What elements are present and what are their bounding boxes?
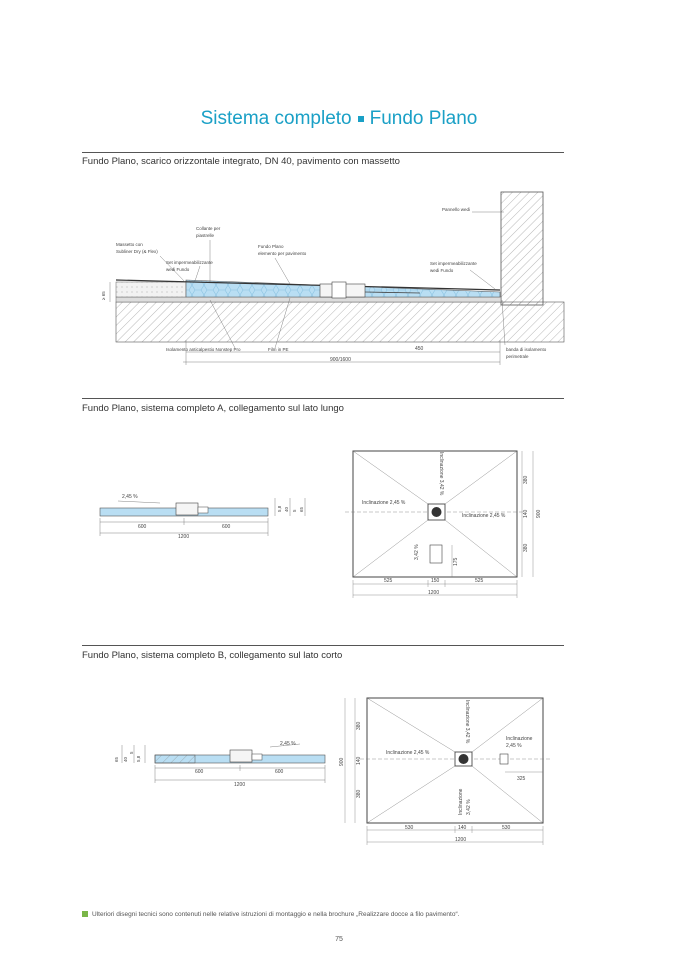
- side-b-h-d: 5,8: [136, 755, 141, 762]
- label-set-left-1: Set impermeabilizzante: [166, 260, 213, 265]
- label-set-right-2: wedi Fundo: [430, 268, 454, 273]
- plan-b-slope-left: Inclinazione 2,45 %: [386, 750, 430, 756]
- side-a-h-a: 40: [284, 506, 289, 512]
- section-1-heading: Fundo Plano, scarico orizzontale integrato, DN 40, pavimento con massetto: [82, 156, 400, 167]
- label-pannello: Pannello wedi: [442, 207, 471, 212]
- section-3-heading: Fundo Plano, sistema completo B, collegamento sul lato corto: [82, 650, 343, 661]
- side-b-600-b: 600: [275, 769, 284, 775]
- plan-b-140-b: 140: [458, 825, 467, 831]
- label-banda-2: perimetrale: [506, 354, 529, 359]
- side-b-h-a: 65: [114, 756, 119, 762]
- plan-a-525-a: 525: [384, 578, 393, 584]
- wall-panel: [501, 192, 543, 305]
- plan-a-380-b: 380: [523, 543, 529, 552]
- base-slab: [116, 302, 564, 342]
- plan-a-slope-top: Inclinazione 3,42 %: [438, 452, 444, 496]
- section-1-drawing: [101, 192, 564, 365]
- section-3-plan-view: [339, 698, 550, 845]
- label-banda-1: banda di isolamento: [506, 347, 547, 352]
- plan-a-175: 175: [453, 557, 459, 566]
- plan-b-140: 140: [356, 756, 362, 765]
- section-2-rule: [82, 398, 564, 399]
- screed-left: [116, 282, 186, 297]
- plan-b-325: 325: [517, 776, 526, 782]
- plan-a-380-a: 380: [523, 475, 529, 484]
- plan-a-140: 140: [523, 509, 529, 518]
- side-a-slope: 2,45 %: [122, 494, 138, 500]
- label-collante-2: piastrelle: [196, 233, 215, 238]
- plan-b-530-b: 530: [502, 825, 511, 831]
- section-2-plan-view: [345, 451, 542, 598]
- page-number: 75: [335, 936, 343, 943]
- plan-b-900: 900: [339, 757, 345, 766]
- section-3-rule: [82, 645, 564, 646]
- info-badge-icon: [82, 911, 88, 917]
- plan-b-slope-top: Inclinazione 3,42 %: [464, 700, 470, 744]
- label-massetto-1: Massetto con: [116, 242, 143, 247]
- side-a-600-b: 600: [222, 524, 231, 530]
- dim-450: 450: [415, 346, 424, 352]
- footnote-text: Ulteriori disegni tecnici sono contenuti nelle relative istruzioni di montaggio e nella brochure „Realizzare docce a filo pavimento“.: [92, 911, 460, 918]
- label-fundo-1: Fundo Plano: [258, 244, 284, 249]
- plan-a-525-b: 525: [475, 578, 484, 584]
- label-set-left-2: wedi Fundo: [166, 267, 190, 272]
- plan-b-1200: 1200: [455, 837, 467, 843]
- side-a-600-a: 600: [138, 524, 147, 530]
- plan-b-slope-right-2: 2,45 %: [506, 743, 522, 749]
- label-fundo-2: elemento per pavimento: [258, 251, 307, 256]
- title-part-2: Fundo Plano: [369, 108, 478, 129]
- side-b-600-a: 600: [195, 769, 204, 775]
- plan-a-slope-left: Inclinazione 2,45 %: [362, 500, 406, 506]
- plan-a-slope-right: Inclinazione 2,45 %: [462, 513, 506, 519]
- plan-b-slope-right-1: Inclinazione: [506, 736, 533, 742]
- label-isolamento: Isolamento anticalpestio Nonstep Pro: [166, 347, 241, 352]
- label-height: ≥ 65: [101, 291, 106, 300]
- insulation-layer: [116, 297, 501, 302]
- section-2-heading: Fundo Plano, sistema completo A, collegamento sul lato lungo: [82, 403, 344, 414]
- dim-900-1600: 900/1600: [330, 357, 351, 363]
- label-massetto-2: Subliner Dry (& Flex): [116, 249, 158, 254]
- plan-b-380-b: 380: [356, 789, 362, 798]
- title-part-1: Sistema completo: [200, 108, 352, 129]
- plan-a-150: 150: [431, 578, 440, 584]
- side-b-h-b: 40: [123, 756, 128, 762]
- label-collante-1: Collante per: [196, 226, 221, 231]
- plan-a-slope-bottom: 3,42 %: [414, 544, 420, 560]
- side-a-1200: 1200: [178, 534, 190, 540]
- plan-b-slope-bottom-1: Inclinazione: [458, 788, 464, 815]
- label-set-right-1: Set impermeabilizzante: [430, 261, 477, 266]
- plan-a-1200: 1200: [428, 590, 440, 596]
- side-a-h-c: 65: [299, 506, 304, 512]
- section-2-side-view: [100, 494, 305, 540]
- section-3-side-view: [114, 741, 325, 788]
- plan-b-530-a: 530: [405, 825, 414, 831]
- side-b-1200: 1200: [234, 782, 246, 788]
- plan-b-slope-bottom-2: 3,42 %: [466, 799, 472, 815]
- side-a-h-small: 5,8: [277, 505, 282, 512]
- label-film: Film in PE: [268, 347, 289, 352]
- side-b-h-c: 5: [129, 751, 134, 754]
- footnote: [82, 911, 459, 918]
- side-a-h-b: 5: [292, 509, 297, 512]
- side-b-slope: 2,45 %: [280, 741, 296, 747]
- plan-a-900: 900: [536, 509, 542, 518]
- plan-b-380-a: 380: [356, 721, 362, 730]
